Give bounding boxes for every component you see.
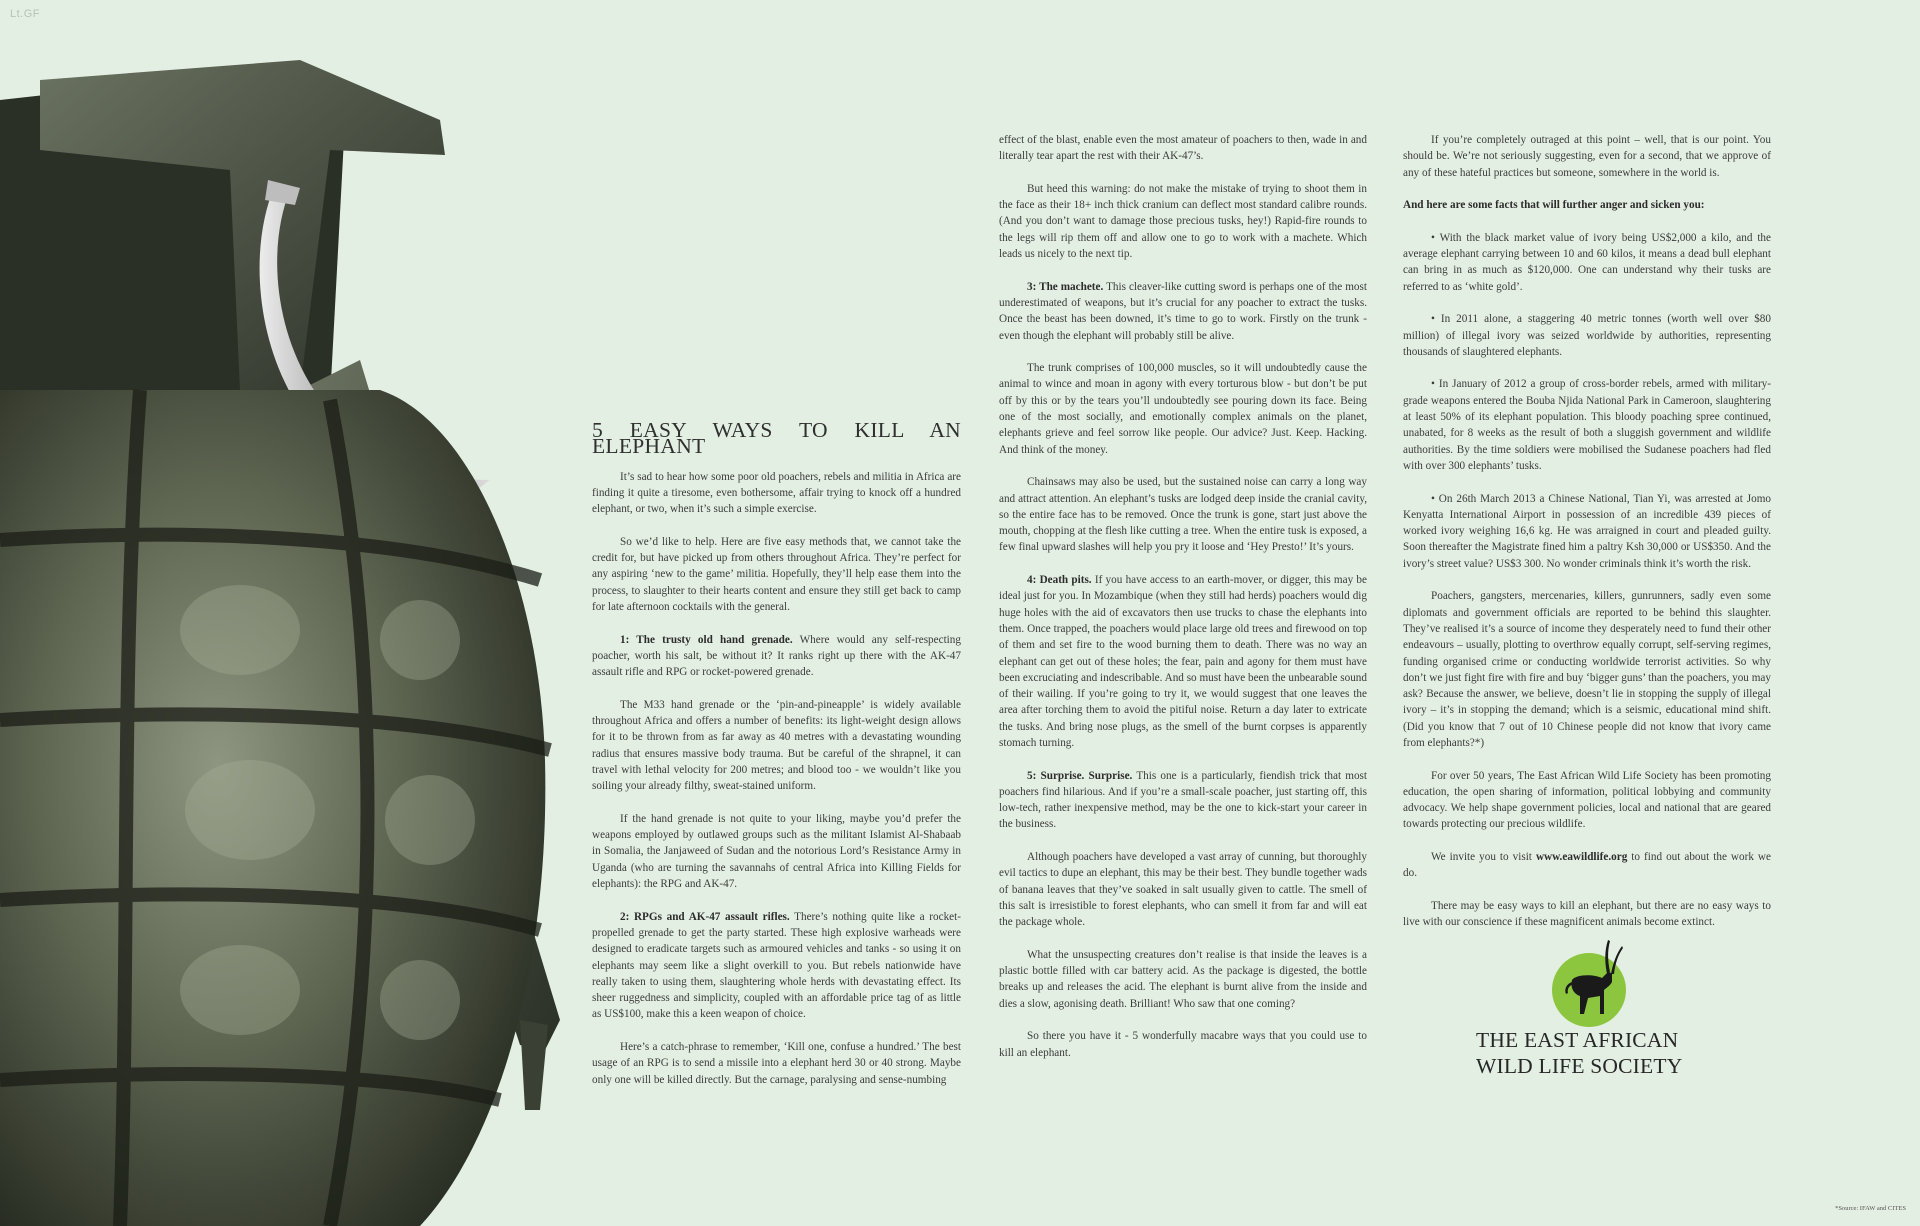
- paragraph: [999, 768, 1367, 833]
- fact-bullet: • In 2011 alone, a staggering 40 metric tonnes (worth well over $80 million) of illegal ivory was seized worldwide by authorities, representing thousands of slaughtered elephants.: [1403, 313, 1771, 358]
- paragraph-text: We invite you to visit: [1431, 851, 1536, 864]
- paragraph-text: to find out about the work we do.: [1403, 851, 1771, 880]
- website-link[interactable]: www.eawildlife.org: [1535, 851, 1628, 864]
- section-heading: 4: Death pits.: [1027, 574, 1092, 587]
- source-footnote: *Source: IFAW and CITES: [1835, 1205, 1906, 1212]
- paragraph: [999, 572, 1367, 751]
- logo-line-1: THE EAST AFRICAN: [1476, 1028, 1679, 1052]
- section-heading: 2: RPGs and AK-47 assault rifles.: [620, 910, 790, 923]
- paragraph: The trunk comprises of 100,000 muscles, so it will undoubtedly cause the animal to wince and moan in agony with every torturous blow - but don’t be put off by this or by the tears you’ll undoubtedly see pouring down its face. Being one of the most socially, and emotionally complex animals on the planet, elephants grieve and feel sorrow like people. Our advice? Just. Keep. Hacking. And think of the money.: [999, 362, 1367, 456]
- fact-bullet: • On 26th March 2013 a Chinese National, Tian Yi, was arrested at Jomo Kenyatta International Airport in possession of an incredible 439 pieces of worked ivory weighing 16,6 kg. He was arraigned in court and pleaded guilty. Soon thereafter the Magistrate fined him a paltry Ksh 30,000 or US$350. And the ivory’s street value? US$3 300. No wonder criminals think it’s worth the risk.: [1403, 492, 1771, 570]
- paragraph-text: This one is a particularly, fiendish trick that most poachers find hilarious. And if you’re a small-scale poacher, just starting off, this low-tech, rather inexpensive method, may be the one to kick-start your career in the business.: [999, 769, 1367, 831]
- paragraph: The M33 hand grenade or the ‘pin-and-pineapple’ is widely available throughout Africa and offers a number of benefits: its light-weight design allows for it to be thrown from as far away as 40 metres with a devastating wounding radius that ensures massive body trauma. But be careful of the shrapnel, it can travel with lethal velocity for 200 metres; and blood too - we wouldn’t like you soiling your already filthy, sweat-stained uniform.: [592, 698, 961, 793]
- fact-bullet: • With the black market value of ivory being US$2,000 a kilo, and the average elephant carrying between 10 and 60 kilos, it means a dead bull elephant can bring in as much as $120,000. One can understand why their tusks are referred to as ‘white gold’.: [1403, 231, 1771, 293]
- article-column-2: [999, 132, 1367, 1077]
- paragraph: So there you have it - 5 wonderfully macabre ways that you could use to kill an elephant.: [999, 1030, 1367, 1059]
- paragraph: effect of the blast, enable even the most amateur of poachers to then, wade in and literally tear apart the rest with their AK-47’s.: [999, 134, 1367, 163]
- paragraph-text: Where would any self-respecting poacher, worth his salt, be without it? It ranks right up there with the AK-47 assault rifle and RPG or rocket-powered grenade.: [592, 633, 961, 679]
- facts-heading: [1403, 197, 1771, 213]
- paragraph: [592, 909, 961, 1023]
- section-heading: 5: Surprise. Surprise.: [1027, 769, 1133, 782]
- article-column-3: [1403, 132, 1771, 947]
- gazelle-emblem-icon: [1476, 938, 1702, 1028]
- logo-line-2: WILD LIFE SOCIETY: [1476, 1054, 1683, 1078]
- eawls-logo: [1476, 938, 1702, 1088]
- paragraph: It’s sad to hear how some poor old poachers, rebels and militia in Africa are finding it quite a tiresome, even bothersome, affair trying to knock off a hundred elephant, or two, when it’s such a simple exercise.: [592, 470, 961, 516]
- paragraph: There may be easy ways to kill an elephant, but there are no easy ways to live with our conscience if these magnificent animals become extinct.: [1403, 899, 1771, 929]
- paragraph: [1403, 849, 1771, 882]
- paragraph: But heed this warning: do not make the mistake of trying to shoot them in the face as their 18+ inch thick cranium can deflect most standard calibre rounds. (And you don’t want to damage those precious tusks, hey!) Rapid-fire rounds to the legs will rip them off and allow one to go to work with a machete. Which leads us nicely to the next tip.: [999, 182, 1367, 261]
- paragraph: Chainsaws may also be used, but the sustained noise can carry a long way and attract attention. An elephant’s tusks are lodged deep inside the cranial cavity, so the entire face has to be removed. Once the trunk is gone, start just above the mouth, chopping at the flesh like cutting a tree. When the entire tusk is exposed, a few final upward slashes will help you pry it loose and ‘Hey Presto!’ It’s yours.: [999, 476, 1367, 554]
- paragraph: So we’d like to help. Here are five easy methods that, we cannot take the credit for, but have picked up from others throughout Africa. They’re perfect for any aspiring ‘new to the game’ militia. Hopefully, they’ll help ease them into the process, to slaughter to their hearts content and ensure they still get back to camp for late afternoon cocktails with the general.: [592, 535, 961, 613]
- section-heading: 3: The machete.: [1027, 280, 1104, 293]
- paragraph: For over 50 years, The East African Wild Life Society has been promoting education, the open sharing of information, political lobbying and community advocacy. We help shape government policies, local and national that are geared towards protecting our precious wildlife.: [1403, 769, 1771, 831]
- hand-grenade-image: [0, 60, 600, 1226]
- paragraph-text: This cleaver-like cutting sword is perhaps one of the most underestimated of weapons, but it’s crucial for any poacher to extract the tusks. Once the beast has been downed, it’s time to go to work. Firstly on the trunk - even though the elephant will probably still be alive.: [999, 280, 1367, 342]
- facts-heading-text: And here are some facts that will further anger and sicken you:: [1403, 199, 1705, 212]
- paragraph: [592, 632, 961, 681]
- paragraph: Although poachers have developed a vast array of cunning, but thoroughly evil tactics to dupe an elephant, this may be their best. They bundle together wads of banana leaves that they’ve soaked in salt usually given to cattle. The smell of this salt is irresistible to forest elephants, who can smell it from far and will eat the package whole.: [999, 851, 1367, 929]
- paragraph: [999, 279, 1367, 344]
- paragraph-text: If you have access to an earth-mover, or digger, this may be ideal just for you. In Mozambique (when they still had herds) poachers would dig huge holes with the aid of excavators then use trucks to chase the elephants into them. Once trapped, the poachers would place large old trees and firewood on top of them and set fire to the wood burning them to death. There was no way an elephant can get out of these holes; the fear, pain and agony for them must have been excruciating and indescribable. And so must have been the unbearable sound of their wailing. If you’re going to try it, we would suggest that one leaves the area after torching them to avoid the pitiful noise. Return a day later to extricate the tusks. And bring nose plugs, as the smell of the burnt corpses is apparently stomach turning.: [999, 574, 1367, 749]
- headline: 5 EASY WAYS TO KILL AN ELEPHANT: [592, 418, 961, 459]
- article-column-1: [592, 418, 961, 1104]
- paragraph-text: There’s nothing quite like a rocket-propelled grenade to get the party started. These high explosive warheads were designed to eradicate targets such as armoured vehicles and tanks - so using it on elephants may seem like a slight overkill to you. But rebels nationwide have really taken to using them, slaughtering whole herds with devastating effect. Its sheer ruggedness and simplicity, coupled with an affordable price tag of as little as US$100, make this a keen weapon of choice.: [592, 910, 961, 1021]
- paragraph: Poachers, gangsters, mercenaries, killers, gunrunners, sadly even some diplomats and government officials are reported to be behind this slaughter. They’ve realised it’s a source of income they desperately need to fund their other endeavours – usually, plotting to overthrow equally corrupt, self-serving regimes, funding organised crime or conducting worldwide terrorist activities. So why don’t we just fight fire with fire and buy ‘bigger guns’ than the poachers, you may ask? Because the answer, we believe, doesn’t lie in stopping the supply of illegal ivory – it’s in stopping the demand; which is a seismic, educational mind shift. (Did you know that 7 out of 10 Chinese people did not know that ivory came from elephants?*): [1403, 590, 1771, 749]
- corner-watermark: Lt.GF: [10, 8, 41, 20]
- paragraph: If the hand grenade is not quite to your liking, maybe you’d prefer the weapons employed by outlawed groups such as the militant Islamist Al-Shabaab in Somalia, the Janjaweed of Sudan and the notorious Lord’s Resistance Army in Uganda (who are turning the savannahs of central Africa into Killing Fields for elephants): the RPG and AK-47.: [592, 812, 961, 891]
- paragraph: Here’s a catch-phrase to remember, ‘Kill one, confuse a hundred.’ The best usage of an RPG is to send a missile into a elephant herd 30 or 40 strong. Maybe only one will be killed directly. But the carnage, paralysing and sense-numbing: [592, 1040, 961, 1086]
- fact-bullet: • In January of 2012 a group of cross-border rebels, armed with military-grade weapons entered the Bouba Njida National Park in Cameroon, slaughtering at least 50% of its elephant population. This bloody poaching spree continued, unabated, for 8 weeks as the result of both a sluggish government and wildlife authorities. By the time soldiers were mobilised the Sudanese poachers had fled with over 300 elephants’ tusks.: [1403, 378, 1771, 472]
- paragraph: If you’re completely outraged at this point – well, that is our point. You should be. We’re not seriously suggesting, even for a second, that we approve of any of these hateful practices but someone, somewhere in the world is.: [1403, 134, 1771, 179]
- paragraph: What the unsuspecting creatures don’t realise is that inside the leaves is a plastic bottle filled with car battery acid. As the package is digested, the bottle breaks up and releases the acid. The elephant is burnt alive from the inside and dies a slow, agonising death. Brilliant! Who saw that one coming?: [999, 948, 1367, 1010]
- logo-wordmark: [1476, 1027, 1702, 1079]
- section-heading: 1: The trusty old hand grenade.: [620, 633, 793, 646]
